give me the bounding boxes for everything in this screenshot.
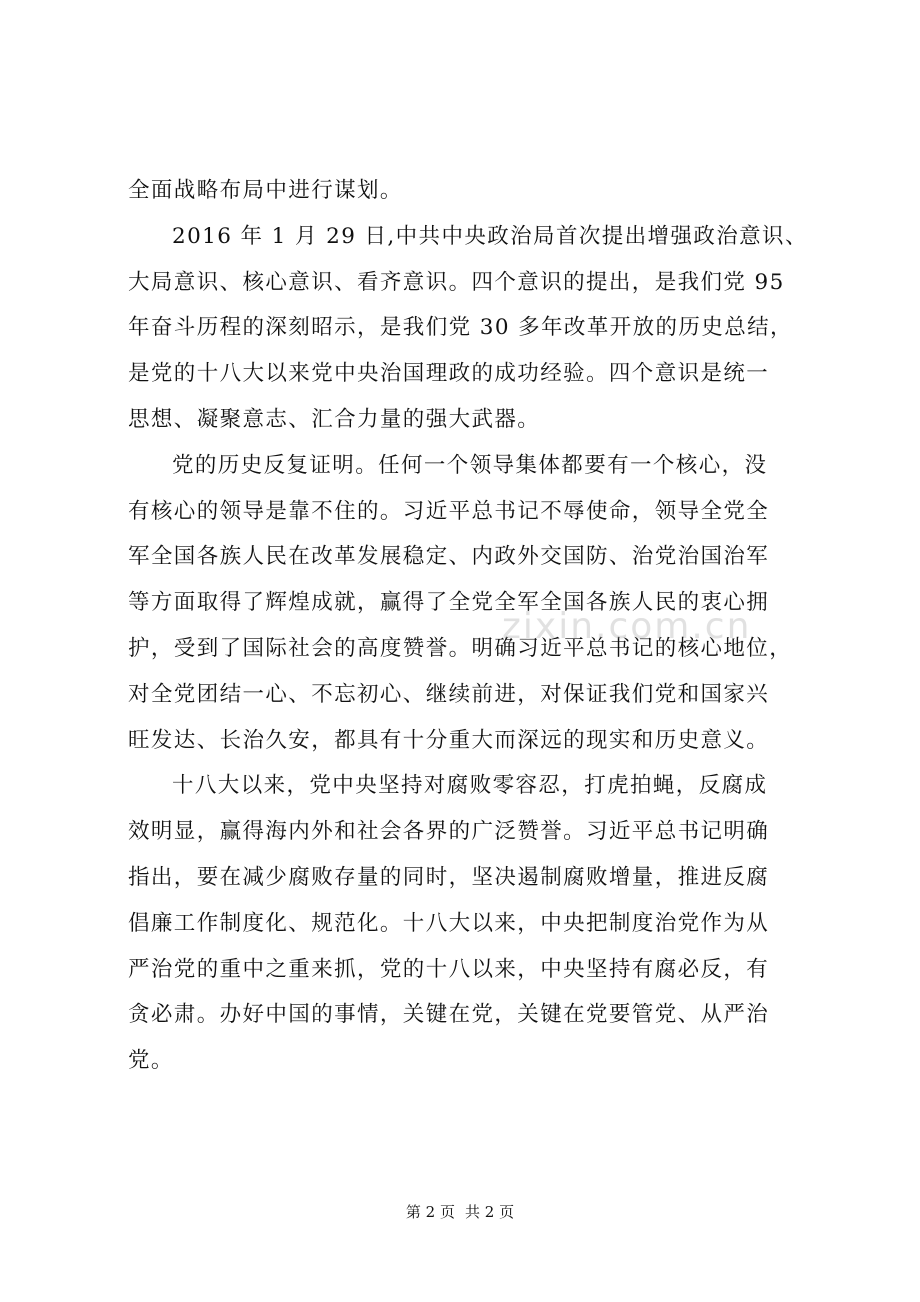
text-line: 旺发达、长治久安，都具有十分重大而深远的现实和历史意义。: [128, 727, 770, 753]
text-line: 军全国各族人民在改革发展稳定、内政外交国防、治党治国治军: [128, 544, 770, 570]
text-line: 贪必肃。办好中国的事情，关键在党，关键在党要管党、从严治: [128, 1002, 770, 1028]
page-total: 共 2 页: [465, 1203, 515, 1221]
page-footer: [0, 1200, 920, 1224]
text-line: 是党的十八大以来党中央治国理政的成功经验。四个意识是统一: [128, 361, 770, 387]
text-line: 倡廉工作制度化、规范化。十八大以来，中央把制度治党作为从: [128, 910, 770, 936]
text-line: 年奋斗历程的深刻昭示，是我们党 30 多年改革开放的历史总结，: [128, 315, 793, 341]
text-line: 护，受到了国际社会的高度赞誉。明确习近平总书记的核心地位，: [128, 635, 793, 661]
text-line: 全面战略布局中进行谋划。: [128, 178, 403, 203]
text-line: 严治党的重中之重来抓，党的十八以来，中央坚持有腐必反，有: [128, 956, 770, 982]
document-body: [128, 168, 808, 1084]
text-line: 等方面取得了辉煌成就，赢得了全党全军全国各族人民的衷心拥: [128, 590, 770, 616]
watermark: zixin.com.cn: [502, 606, 752, 647]
text-line: 大局意识、核心意识、看齐意识。四个意识的提出，是我们党 95: [128, 269, 785, 295]
paragraph-first-line: 党的历史反复证明。任何一个领导集体都要有一个核心，没: [172, 452, 768, 478]
text-line: 有核心的领导是靠不住的。习近平总书记不辱使命，领导全党全: [128, 498, 770, 524]
paragraph-first-line: 十八大以来，党中央坚持对腐败零容忍，打虎拍蝇，反腐成: [172, 773, 768, 799]
text-line: 对全党团结一心、不忘初心、继续前进，对保证我们党和国家兴: [128, 681, 770, 707]
text-line: 指出，要在减少腐败存量的同时，坚决遏制腐败增量，推进反腐: [128, 864, 770, 890]
paragraph-first-line: 2016 年 1 月 29 日,中共中央政治局首次提出增强政治意识、: [172, 223, 808, 249]
text-line: 思想、凝聚意志、汇合力量的强大武器。: [128, 406, 541, 432]
text-line: 党。: [128, 1048, 174, 1074]
page-number: 第 2 页: [405, 1203, 455, 1221]
text-line: 效明显，赢得海内外和社会各界的广泛赞誉。习近平总书记明确: [128, 819, 770, 845]
